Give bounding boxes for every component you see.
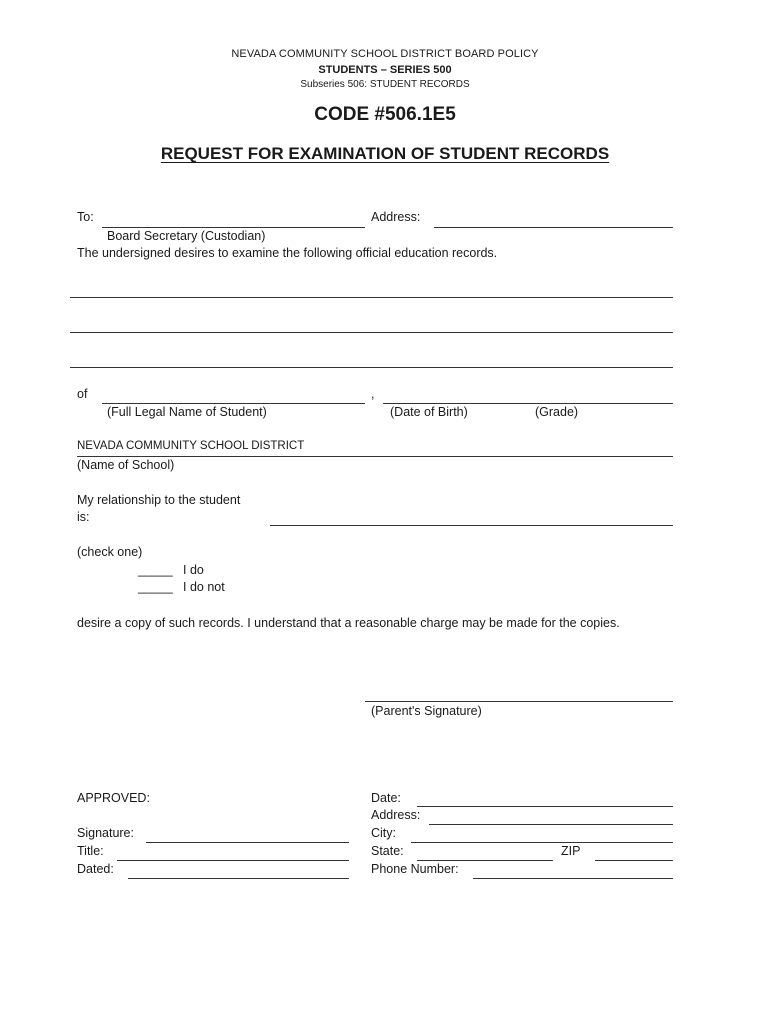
- parent-signature-caption: (Parent's Signature): [371, 704, 482, 718]
- date-label: Date:: [371, 791, 401, 805]
- parent-signature-line[interactable]: [365, 701, 673, 702]
- school-name-line: [77, 456, 673, 457]
- dob-grade-line[interactable]: [383, 403, 673, 404]
- phone-label: Phone Number:: [371, 862, 459, 876]
- approval-dated-line[interactable]: [128, 878, 349, 879]
- check-one-label: (check one): [77, 545, 143, 559]
- request-statement: The undersigned desires to examine the following official education records.: [77, 246, 498, 260]
- i-do-option: I do: [183, 563, 204, 577]
- city-label: City:: [371, 826, 396, 840]
- approval-title-line[interactable]: [117, 860, 349, 861]
- records-line-3[interactable]: [70, 367, 673, 368]
- zip-label: ZIP: [561, 844, 581, 858]
- policy-code: CODE #506.1E5: [314, 104, 456, 125]
- student-name-line[interactable]: [102, 403, 365, 404]
- phone-field-line[interactable]: [473, 878, 673, 879]
- records-line-1[interactable]: [70, 297, 673, 298]
- state-field-line[interactable]: [417, 860, 553, 861]
- series-header: STUDENTS – SERIES 500: [318, 64, 452, 76]
- signature-label: Signature:: [77, 826, 134, 840]
- contact-address-label: Address:: [371, 808, 421, 822]
- to-label: To:: [77, 210, 94, 224]
- title-label: Title:: [77, 844, 104, 858]
- custodian-caption: Board Secretary (Custodian): [107, 229, 266, 243]
- approval-signature-line[interactable]: [146, 842, 349, 843]
- contact-address-line[interactable]: [429, 824, 673, 825]
- school-name-caption: (Name of School): [77, 458, 175, 472]
- approved-label: APPROVED:: [77, 791, 150, 805]
- copy-statement: desire a copy of such records. I understand that a reasonable charge may be made for the copies.: [77, 616, 620, 630]
- relationship-label-line1: My relationship to the student: [77, 493, 241, 507]
- address-field-line[interactable]: [434, 227, 673, 228]
- zip-field-line[interactable]: [595, 860, 673, 861]
- comma-separator: ,: [371, 387, 375, 401]
- relationship-label-line2: is:: [77, 510, 90, 524]
- i-do-checkbox-blank[interactable]: _____: [138, 563, 173, 577]
- district-policy-header: NEVADA COMMUNITY SCHOOL DISTRICT BOARD POLICY: [231, 48, 539, 60]
- grade-caption: (Grade): [535, 405, 579, 419]
- school-name-value: NEVADA COMMUNITY SCHOOL DISTRICT: [77, 440, 305, 452]
- form-title: REQUEST FOR EXAMINATION OF STUDENT RECORDS: [160, 144, 610, 163]
- date-field-line[interactable]: [417, 806, 673, 807]
- records-line-2[interactable]: [70, 332, 673, 333]
- student-name-caption: (Full Legal Name of Student): [107, 405, 267, 419]
- address-label: Address:: [371, 210, 421, 224]
- of-label: of: [77, 387, 88, 401]
- state-label: State:: [371, 844, 404, 858]
- i-do-not-checkbox-blank[interactable]: _____: [138, 580, 173, 594]
- i-do-not-option: I do not: [183, 580, 225, 594]
- city-field-line[interactable]: [411, 842, 673, 843]
- subseries-header: Subseries 506: STUDENT RECORDS: [300, 79, 470, 90]
- dob-caption: (Date of Birth): [390, 405, 468, 419]
- relationship-field-line[interactable]: [270, 525, 673, 526]
- dated-label: Dated:: [77, 862, 114, 876]
- to-field-line[interactable]: [102, 227, 365, 228]
